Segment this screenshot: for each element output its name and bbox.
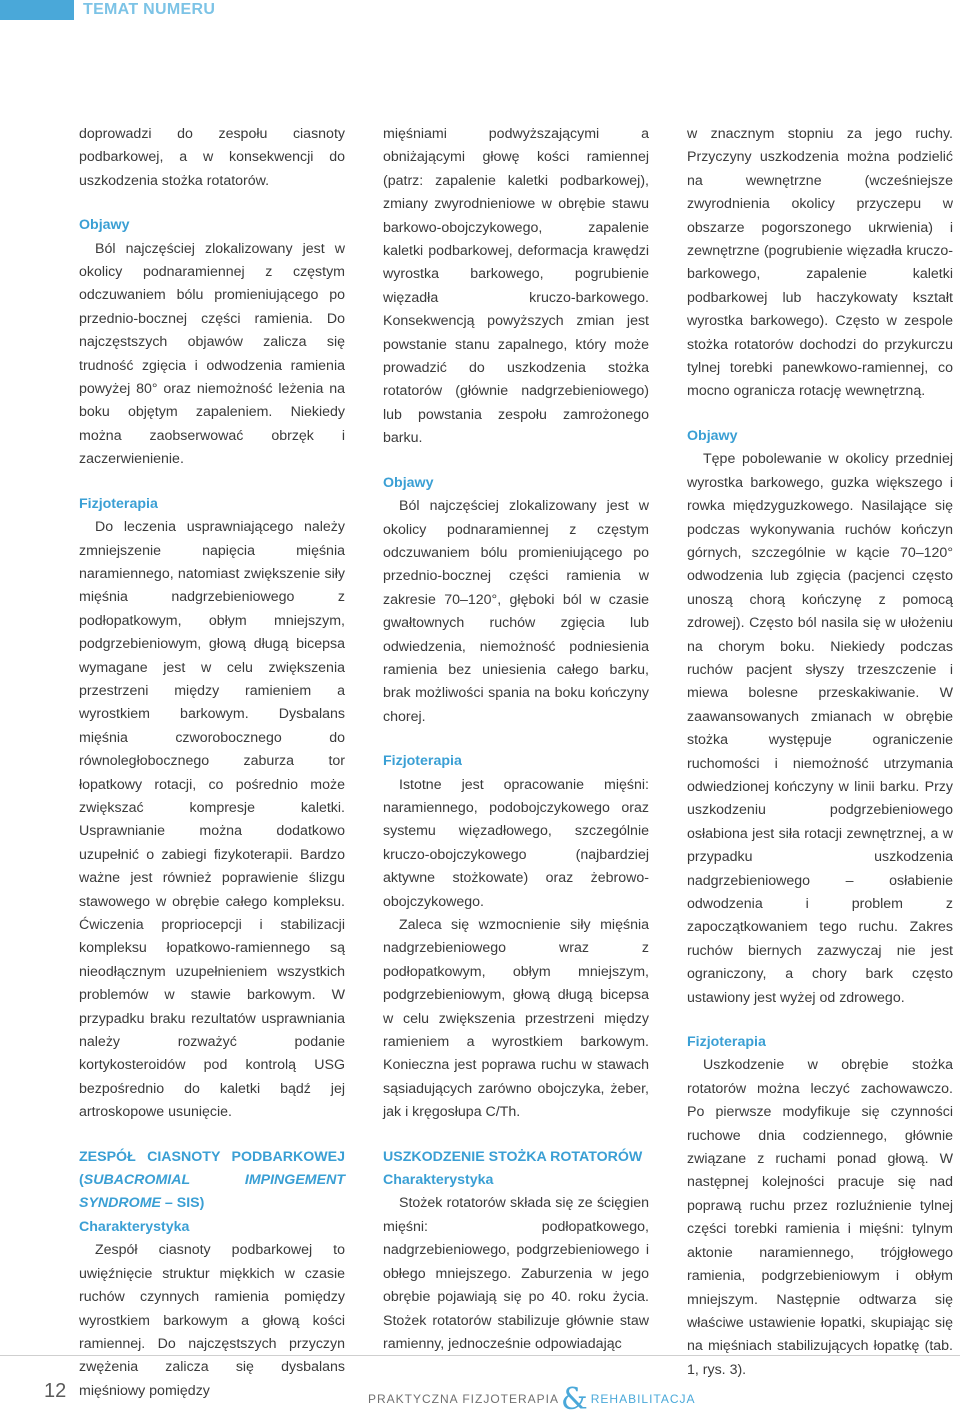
footer-divider [0,1355,960,1356]
heading-fizjoterapia: Fizjoterapia [383,753,462,770]
masthead-part1: PRAKTYCZNA FIZJOTERAPIA [368,1392,560,1406]
heading-objawy: Objawy [687,427,738,444]
heading-charakterystyka: Charakterystyka [383,1172,494,1189]
paragraph: w znacznym stopniu za jego ruchy. Przyczyny uszkodzenia można podzielić na wewnętrzne (wcześniejsze zwyrodnienia okolicy przyczepu w obszarze pogorszonego ukrwienia) i zewnętrzne (pogrubienie więzadła kruczo-barkowego, zapalenie kaletki podbarkowej lub haczykowaty kształt wyrostka barkowego). Często w zespole stożka rotatorów dochodzi do przykurczu tylnej torebki panewkowo-ramiennej, co mocno ogranicza rotację wewnętrzną. [687,126,953,400]
paragraph: Zaleca się wzmocnienie siły mięśnia nadgrzebieniowego wraz z podłopatkowym, obłym mniejszym, podgrzebieniowym, głową długą bicepsa w celu zwiększenia przestrzeni między ramieniem a wyrostkiem barkowym. Konieczna jest poprawa ruchu w stawach sąsiadujących zarówno obojczyka, żeber, jak i kręgosłupa C/Th. [383,917,649,1121]
heading-sis-part3: – SIS) [160,1195,205,1212]
paragraph: mięśniami podwyższającymi a obniżającymi głowę kości ramiennej (patrz: zapalenie kaletki podbarkowej), zmiany zwyrodnieniowe w obrębie stawu barkowo-obojczykowego, zapalenie kaletki podbarkowej, deformacja krawędzi wyrostka barkowego, pogrubienie więzadła kruczo-barkowego. Konsekwencją powyższych zmian jest powstanie stanu zapalnego, który może prowadzić do uszkodzenia stożka rotatorów (głównie nadgrzebieniowego) lub powstania zespołu zamrożonego barku. [383,126,649,447]
column-1 [79,123,345,1403]
heading-fizjoterapia: Fizjoterapia [79,495,158,512]
paragraph: Stożek rotatorów składa się ze ścięgien mięśni: podłopatkowego, nadgrzebieniowego, podgrzebieniowego i obłego mniejszego. Zaburzenia w jego obrębie pojawiają się po 40. roku życia. Stożek rotatorów stabilizuje głównie staw ramienny, jednocześnie odpowiadając [383,1195,649,1352]
column-3 [687,123,953,1382]
paragraph: Ból najczęściej zlokalizowany jest w okolicy podnaramiennej z częstym odczuwaniem bólu promieniującego po przednio-bocznej części ramienia w zakresie 70–120°, głęboki ból w czasie gwałtownych ruchów zgięcia lub odwiedzenia, niemożność podniesienia ramienia bez uniesienia całego barku, brak możliwości spania na boku kończyny chorej. [383,498,649,725]
masthead-part2: REHABILITACJA [590,1392,696,1406]
paragraph: Istotne jest opracowanie mięśni: naramiennego, podobojczykowego oraz systemu więzadłowego, szczególnie kruczo-obojczykowego (najbardziej aktywne stożkowate) oraz żebrowo-obojczykowego. [383,776,649,910]
column-2 [383,123,649,1356]
heading-sis-italic: SUBACROMIAL IMPINGEMENT SYNDROME [79,1172,345,1212]
paragraph: Uszkodzenie w obrębie stożka rotatorów można leczyć zachowawczo. Po pierwsze modyfikuje się czynności ruchowe dnia codziennego, głównie związane z ruchami ponad głową. W następnej kolejności pracuje się nad poprawą ruchu przez rozluźnienie tylnej części torebki ramienia i mięśni: tylnym aktonie naramiennego, trójgłowego ramienia, podgrzebieniowym i obłym mniejszym. Następnie odtwarza się właściwe ustawienie łopatki, skupiając się na mięśniach stabilizujących łopatkę (tab. 1, rys. 3). [687,1057,953,1378]
magazine-masthead [368,1376,696,1417]
section-tag: TEMAT NUMERU [83,1,216,18]
paragraph: Zespół ciasnoty podbarkowej to uwięźnięcie struktur miękkich w czasie ruchów czynnych ramienia pomiędzy wyrostkiem barkowym a głową kości ramiennej. Do najczęstszych przyczyn zwężenia zalicza się dysbalans mięśniowy pomiędzy [79,1242,345,1399]
masthead-ampersand: & [561,1382,589,1417]
page-number: 12 [44,1380,67,1402]
heading-sis [79,1146,345,1216]
heading-charakterystyka: Charakterystyka [79,1218,190,1235]
section-tag-bar [0,0,74,20]
heading-objawy: Objawy [79,217,130,234]
heading-fizjoterapia: Fizjoterapia [687,1034,766,1051]
paragraph: Tępe pobolewanie w okolicy przedniej wyrostka barkowego, guzka większego i rowka międzyguzkowego. Nasilające się podczas wykonywania ruchów kończyn górnych, szczególnie w kącie 70–120° odwodzenia lub zgięcia (pacjenci często unoszą chorą kończynę z pomocą zdrowej). Często ból nasila się w ułożeniu na chorym boku. Niekiedy podczas ruchów pacjent słyszy trzeszczenie i miewa bolesne przeskakiwanie. W zaawansowanych zmianach w obrębie stożka występuje ograniczenie ruchomości i niemożność utrzymania odwiedzionej kończyny w linii barku. Przy uszkodzeniu podgrzebieniowego osłabiona jest siła rotacji zewnętrznej, a w przypadku uszkodzenia nadgrzebieniowego – osłabienie odwodzenia i problem z zapoczątkowaniem tego ruchu. Zakres ruchów biernych zazwyczaj nie jest ograniczony, a chory bark często ustawiony jest wyżej od zdrowego. [687,451,953,1006]
heading-uszkodzenie-stozka: USZKODZENIE STOŻKA ROTATORÓW [383,1148,643,1165]
paragraph: Do leczenia usprawniającego należy zmniejszenie napięcia mięśnia naramiennego, natomiast zwiększenie siły mięśnia nadgrzebieniowego z podłopatkowym, obłym mniejszym, podgrzebieniowym, głową długą bicepsa wymagane jest w celu zwiększenia przestrzeni między ramieniem a wyrostkiem barkowym. Dysbalans mięśnia czworobocznego do równoległobocznego zaburza tor łopatkowy rotacji, co pośrednio może zwiększać kompresje kaletki. Usprawnianie można dodatkowo uzupełnić o zabiegi fizykoterapii. Bardzo ważne jest również poprawienie ślizgu stawowego w obrębie całego kompleksu. Ćwiczenia propriocepcji i stabilizacji kompleksu łopatkowo-ramiennego są nieodłącznym uzupełnieniem wszystkich problemów w stawie barkowym. W przypadku braku rezultatów usprawniania należy rozważyć podanie kortykosteroidów pod kontrolą USG bezpośrednio do kaletki bądź jej artroskopowe usunięcie. [79,519,345,1121]
heading-objawy: Objawy [383,474,434,491]
heading-sis-part1: ZESPÓŁ CIASNOTY PODBARKOWEJ ( [79,1148,345,1189]
paragraph: doprowadzi do zespołu ciasnoty podbarkowej, a w konsekwencji do uszkodzenia stożka rotatorów. [79,126,345,189]
paragraph: Ból najczęściej zlokalizowany jest w okolicy podnaramiennej z częstym odczuwaniem bólu promieniującego po przednio-bocznej części ramienia. Do najczęstszych objawów zalicza się trudność zgięcia i odwodzenia ramienia powyżej 80° oraz niemożność leżenia na boku objętym zapaleniem. Niekiedy można zaobserwować obrzęk i zaczerwienienie. [79,240,345,468]
